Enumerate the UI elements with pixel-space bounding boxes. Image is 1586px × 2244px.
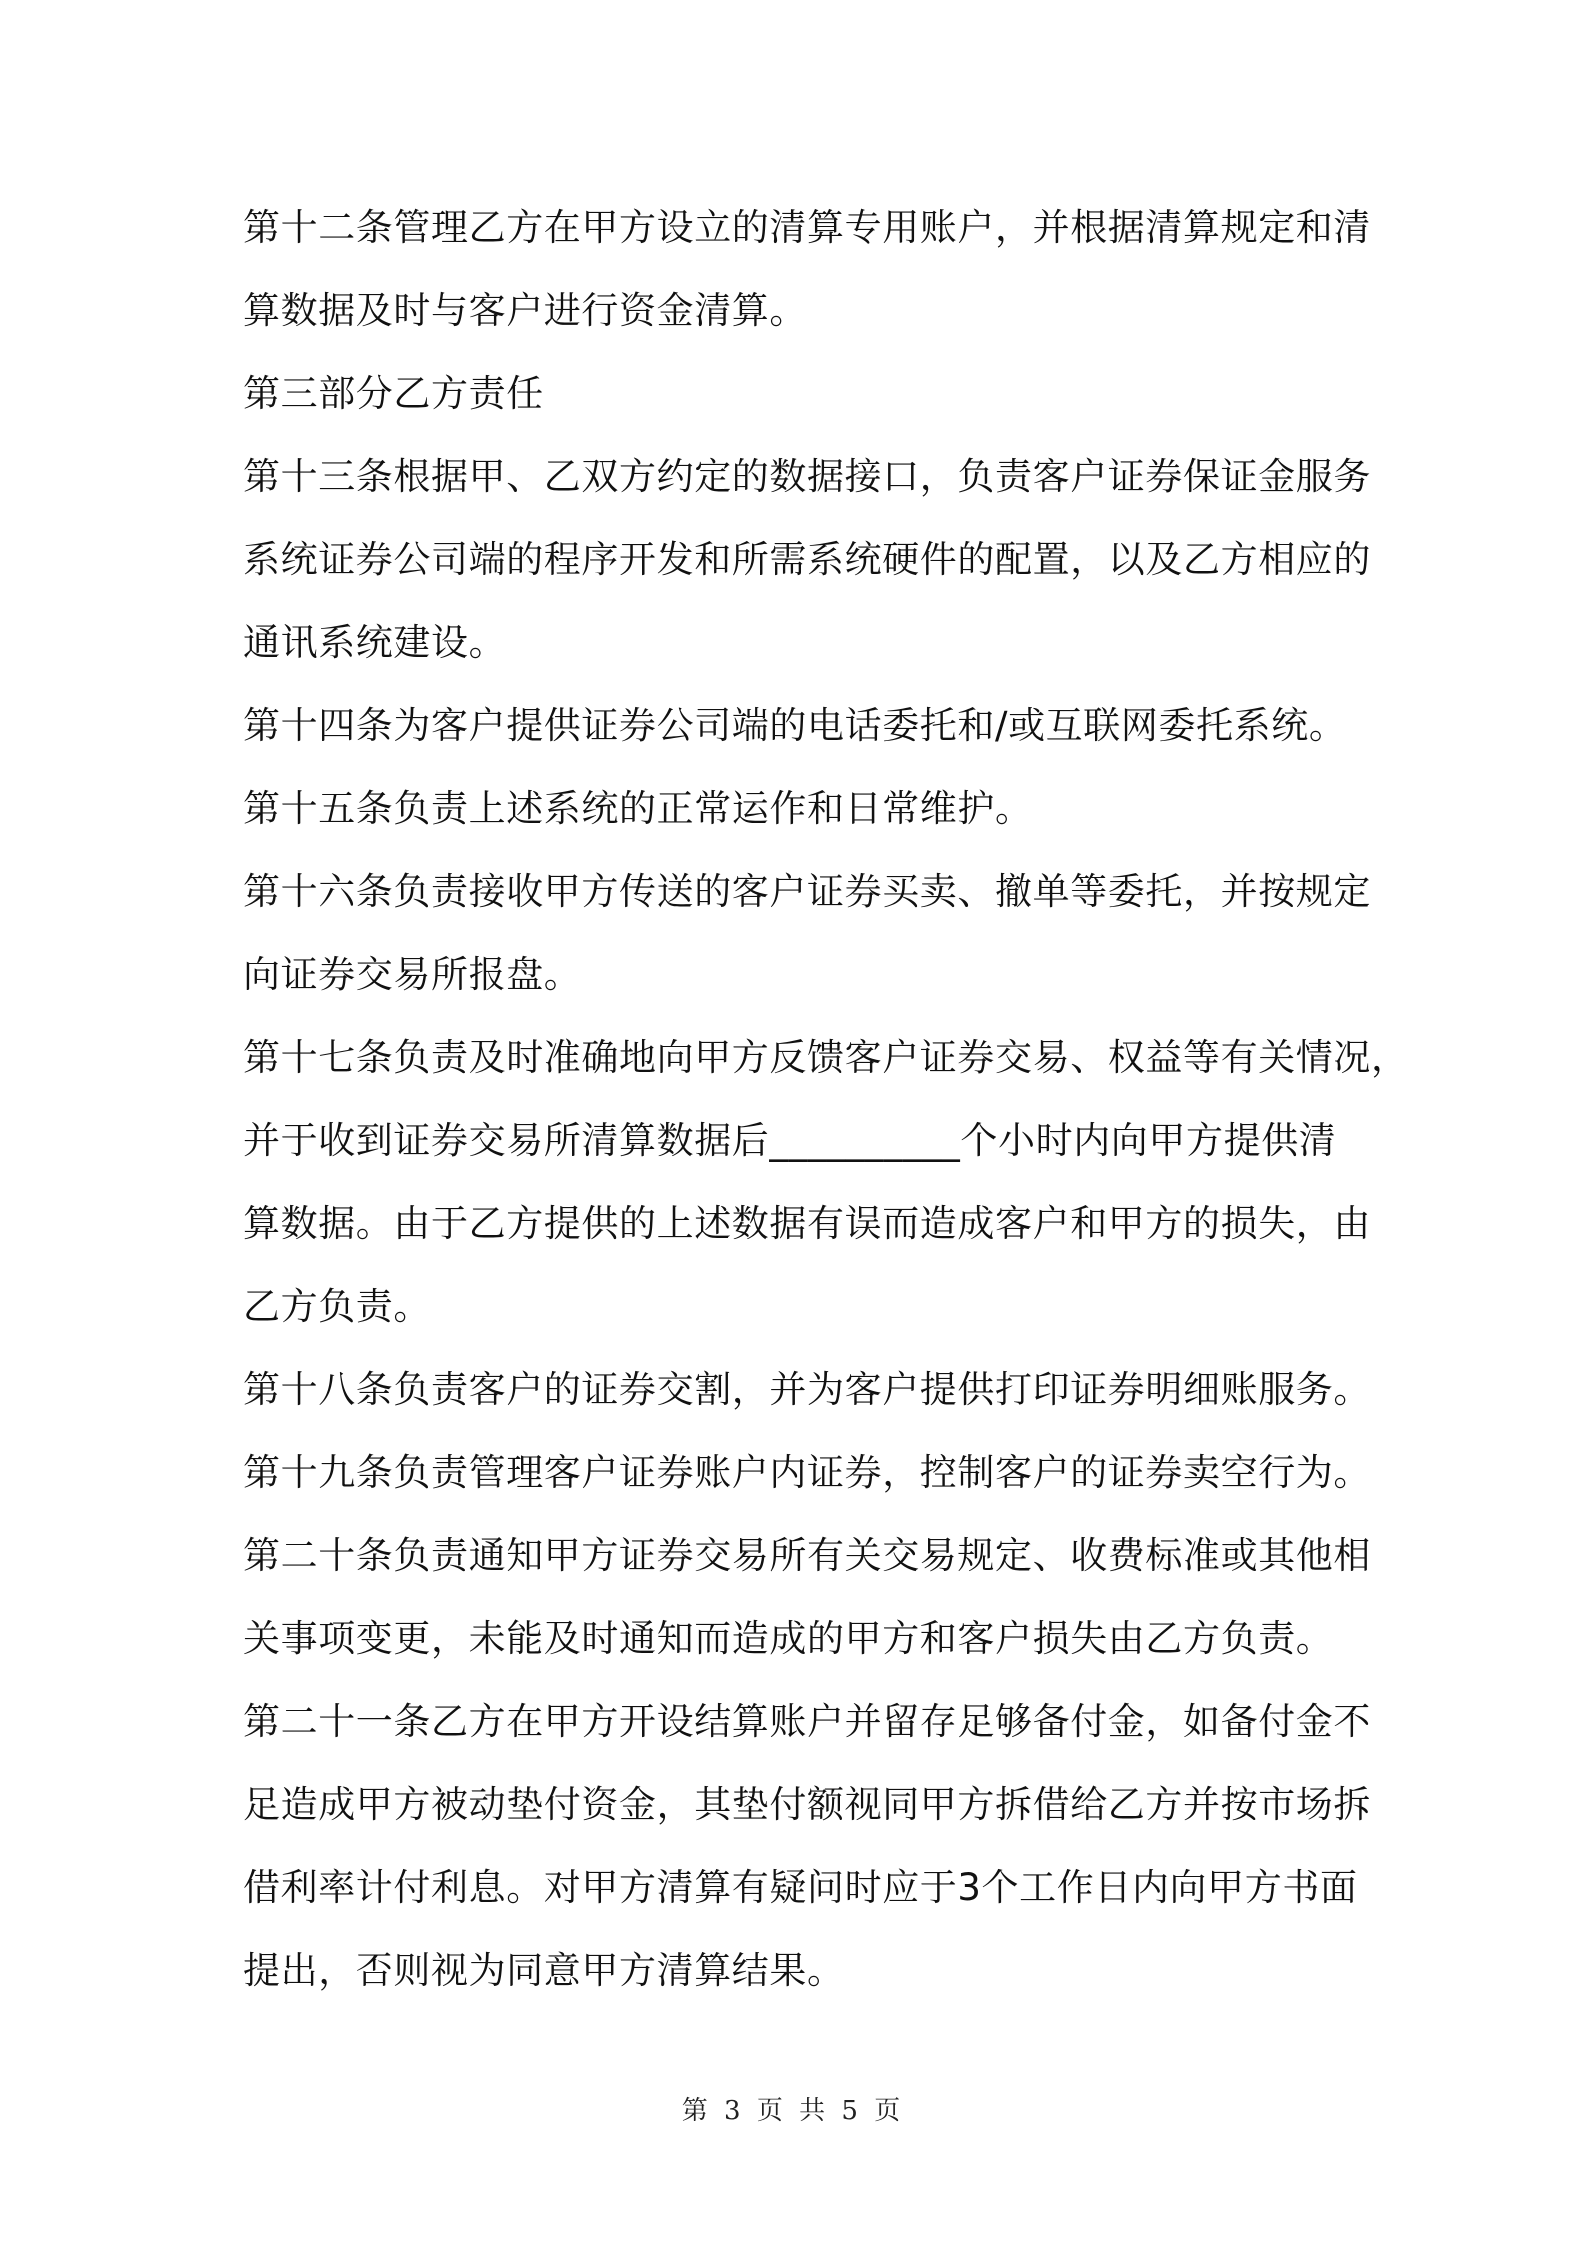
text-line: 第十四条为客户提供证券公司端的电话委托和/或互联网委托系统。 (243, 704, 1347, 747)
text-line: 第十五条负责上述系统的正常运作和日常维护。 (243, 787, 1033, 830)
document-body (243, 186, 1409, 2012)
text-line: 系统证券公司端的程序开发和所需系统硬件的配置，以及乙方相应的 (243, 538, 1371, 581)
text-line: 第十六条负责接收甲方传送的客户证券买卖、撤单等委托，并按规定 (243, 870, 1371, 913)
text-line: 算数据。由于乙方提供的上述数据有误而造成客户和甲方的损失，由 (243, 1202, 1371, 1245)
text-line: 第二十条负责通知甲方证券交易所有关交易规定、收费标准或其他相 (243, 1534, 1371, 1577)
text-line: 借利率计付利息。对甲方清算有疑问时应于3个工作日内向甲方书面 (243, 1866, 1358, 1909)
text-line: 第十二条管理乙方在甲方设立的清算专用账户，并根据清算规定和清 (243, 206, 1371, 249)
section-heading: 第三部分乙方责任 (243, 372, 544, 415)
text-line: 第十九条负责管理客户证券账户内证券，控制客户的证券卖空行为。 (243, 1451, 1371, 1494)
text-line: 第十七条负责及时准确地向甲方反馈客户证券交易、权益等有关情况， (243, 1036, 1409, 1079)
text-line: 足造成甲方被动垫付资金，其垫付额视同甲方拆借给乙方并按市场拆 (243, 1783, 1371, 1826)
page-number-footer: 第 3 页 共 5 页 (681, 2096, 905, 2126)
text-line: 第十三条根据甲、乙双方约定的数据接口，负责客户证券保证金服务 (243, 455, 1371, 498)
text-line: 向证券交易所报盘。 (243, 953, 582, 996)
text-line: 通讯系统建设。 (243, 621, 507, 664)
text-line: 提出，否则视为同意甲方清算结果。 (243, 1949, 845, 1992)
text-line: 关事项变更，未能及时通知而造成的甲方和客户损失由乙方负责。 (243, 1617, 1334, 1660)
text-line: 乙方负责。 (243, 1285, 431, 1328)
text-line: 第十八条负责客户的证券交割，并为客户提供打印证券明细账服务。 (243, 1368, 1371, 1411)
text-line: 并于收到证券交易所清算数据后__________个小时内向甲方提供清 (243, 1119, 1337, 1162)
text-line: 第二十一条乙方在甲方开设结算账户并留存足够备付金，如备付金不 (243, 1700, 1371, 1743)
text-line: 算数据及时与客户进行资金清算。 (243, 289, 807, 332)
